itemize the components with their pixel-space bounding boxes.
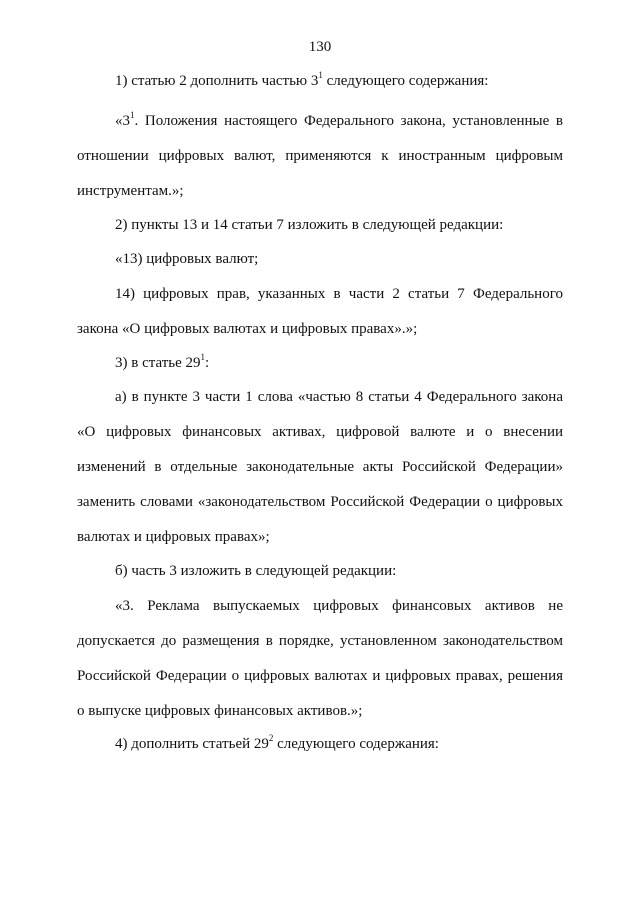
paragraph-1-tail: следующего содержания: [322, 73, 489, 89]
paragraph-10 [115, 727, 563, 762]
paragraph-2-lead: «3 [115, 113, 130, 129]
paragraph-4: «13) цифровых валют; [115, 251, 259, 267]
paragraph-1 [115, 64, 563, 99]
paragraph-6 [115, 346, 563, 381]
paragraph-6-tail: : [205, 355, 210, 371]
paragraph-7: а) в пункте 3 части 1 слова «частью 8 статьи 4 Федерального закона «О цифровых финансовых активах, цифровой валюте и о внесении изменений в отдельные законодательные акты Российской Федерации» заменить словами «законодательством Российской Федерации о цифровых валютах и цифровых правах»; [77, 389, 563, 545]
paragraph-8: б) часть 3 изложить в следующей редакции: [115, 563, 397, 579]
superscript: 1 [318, 70, 323, 80]
paragraph-2 [77, 104, 563, 209]
paragraph-3: 2) пункты 13 и 14 статьи 7 изложить в следующей редакции: [115, 217, 504, 233]
superscript: 1 [200, 352, 206, 362]
paragraph-9: «3. Реклама выпускаемых цифровых финансовых активов не допускается до размещения в порядке, установленном законодательством Российской Федерации о цифровых валютах и цифровых правах, решения о выпуске цифровых финансовых активов.»; [77, 598, 563, 719]
paragraph-5: 14) цифровых прав, указанных в части 2 статьи 7 Федерального закона «О цифровых валютах и цифровых правах».»; [77, 286, 563, 337]
page-number: 130 [308, 39, 332, 55]
superscript: 2 [268, 733, 274, 743]
paragraph-6-text: 3) в статье 29 [115, 355, 201, 371]
paragraph-1-text: 1) статью 2 дополнить частью 3 [115, 73, 319, 89]
paragraph-10-text: 4) дополнить статьей 29 [115, 736, 269, 752]
paragraph-10-tail: следующего содержания: [273, 736, 439, 752]
paragraph-2-text: . Положения настоящего Федерального закона, установленные в отношении цифровых валют, применяются к иностранным цифровым инструментам.»; [77, 113, 563, 199]
superscript: 1 [130, 110, 135, 120]
